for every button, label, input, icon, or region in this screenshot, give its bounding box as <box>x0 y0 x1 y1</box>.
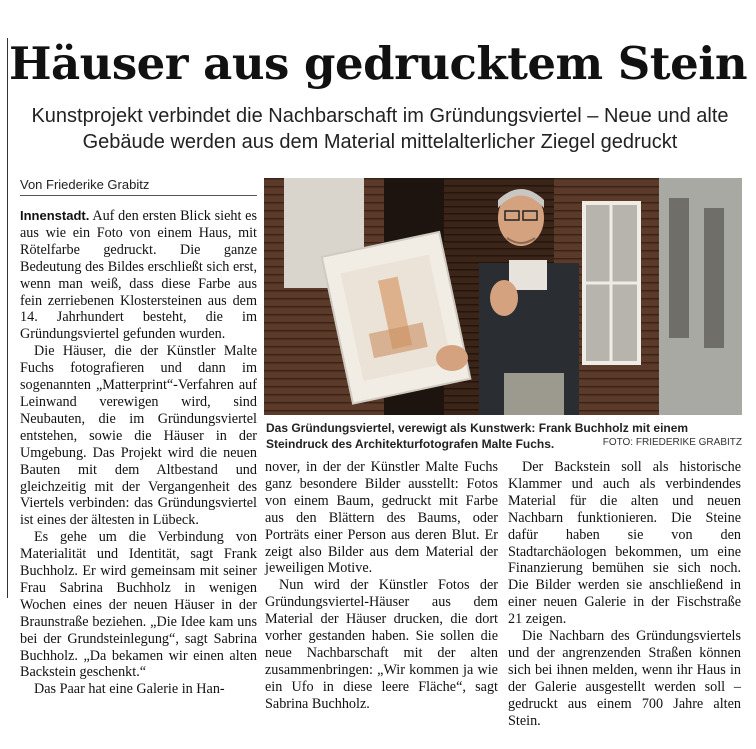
paragraph: Innenstadt. Auf den ersten Blick sieht es aus wie ein Foto von einem Haus, mit Rötelfarbe gedruckt. Die ganze Bedeutung des Bildes erschließt sich erst, wenn man weiß, dass diese Farbe aus fein zerriebenen Klostersteinen aus dem 14. Jahrhundert besteht, die im Gründungsviertel gefunden wurden. <box>20 208 257 343</box>
byline: Von Friederike Grabitz <box>20 177 150 192</box>
headline: Häuser aus gedrucktem Stein <box>8 37 748 90</box>
photo-caption: Das Gründungsviertel, verewigt als Kunstwerk: Frank Buchholz mit einem Steindruck des Architekturfotografen Malte Fuchs. <box>266 421 689 451</box>
paragraph: Nun wird der Künstler Fotos der Gründungsviertel-Häuser aus dem Material der Häuser drucken, die dort vorher gestanden haben. Sie sollen die neue Nachbarschaft mit der alten zusammenbringen: „Wir kommen ja wie ein Ufo in diese leere Fläche“, sagt Sabrina Buchholz. <box>265 577 498 712</box>
byline-rule <box>20 195 257 196</box>
paragraph: Die Nachbarn des Gründungsviertels und der angrenzenden Straßen können sich bei ihnen melden, wenn ihr Haus in der Galerie ausgestellt werden soll – gedruckt aus einem 700 Jahre alten Stein. <box>508 628 741 729</box>
photo-credit: FOTO: FRIEDERIKE GRABITZ <box>602 437 742 448</box>
column-rule <box>7 38 8 598</box>
article-photo <box>264 178 742 415</box>
dateline: Innenstadt. <box>20 208 90 223</box>
paragraph: nover, in der der Künstler Malte Fuchs ganz besondere Bilder ausstellt: Fotos von einem Baum, gedruckt mit Farbe aus den Blättern des Baums, oder Porträts einer Person aus deren Blut. Er zeigt also Bilder aus dem Material der jeweiligen Motive. <box>265 459 498 577</box>
paragraph: Das Paar hat eine Galerie in Han- <box>34 681 225 698</box>
paragraph: Die Häuser, die der Künstler Malte Fuchs fotografieren und dann im sogenannten „Matterprint“-Verfahren auf Leinwand verewigen wird, sind Neubauten, die im Gründungsviertel entstehen, sowie die Häuser in der Umgebung. Das Projekt wird die neuen Bauten mit dem Altbestand und gleichzeitig mit der Vergangenheit des Viertels verbinden: das Gründungsviertel ist eines der ältesten in Lübeck. <box>20 343 257 529</box>
paragraph: Es gehe um die Verbindung von Materialität und Identität, sagt Frank Buchholz. Er wird gemeinsam mit seiner Frau Sabrina Buchholz in wenigen Wochen eines der neuen Häuser in der Braunstraße beziehen. „Die Idee kam uns bei der Grundsteinlegung“, sagt Sabrina Buchholz. „Da bekamen wir einen alten Backstein geschenkt.“ <box>20 529 257 681</box>
article-column-2 <box>265 459 498 713</box>
subheadline: Kunstprojekt verbindet die Nachbarschaft im Gründungsviertel – Neue und alte Gebäude werden aus dem Material mittelalterlicher Ziegel gedruckt <box>31 105 729 153</box>
photo-illustration <box>264 178 742 415</box>
article-column-1 <box>20 208 257 698</box>
article-column-3 <box>508 459 741 730</box>
paragraph: Der Backstein soll als historische Klammer und auch als verbindendes Material für die alten und neuen Nachbarn funktionieren. Die Steine dafür haben sie von den Stadtarchäologen bekommen, um eine Finanzierung bemühen sie sich noch. Die Bilder werden sie anschließend in einer neuen Galerie in der Fischstraße 21 zeigen. <box>508 459 741 628</box>
